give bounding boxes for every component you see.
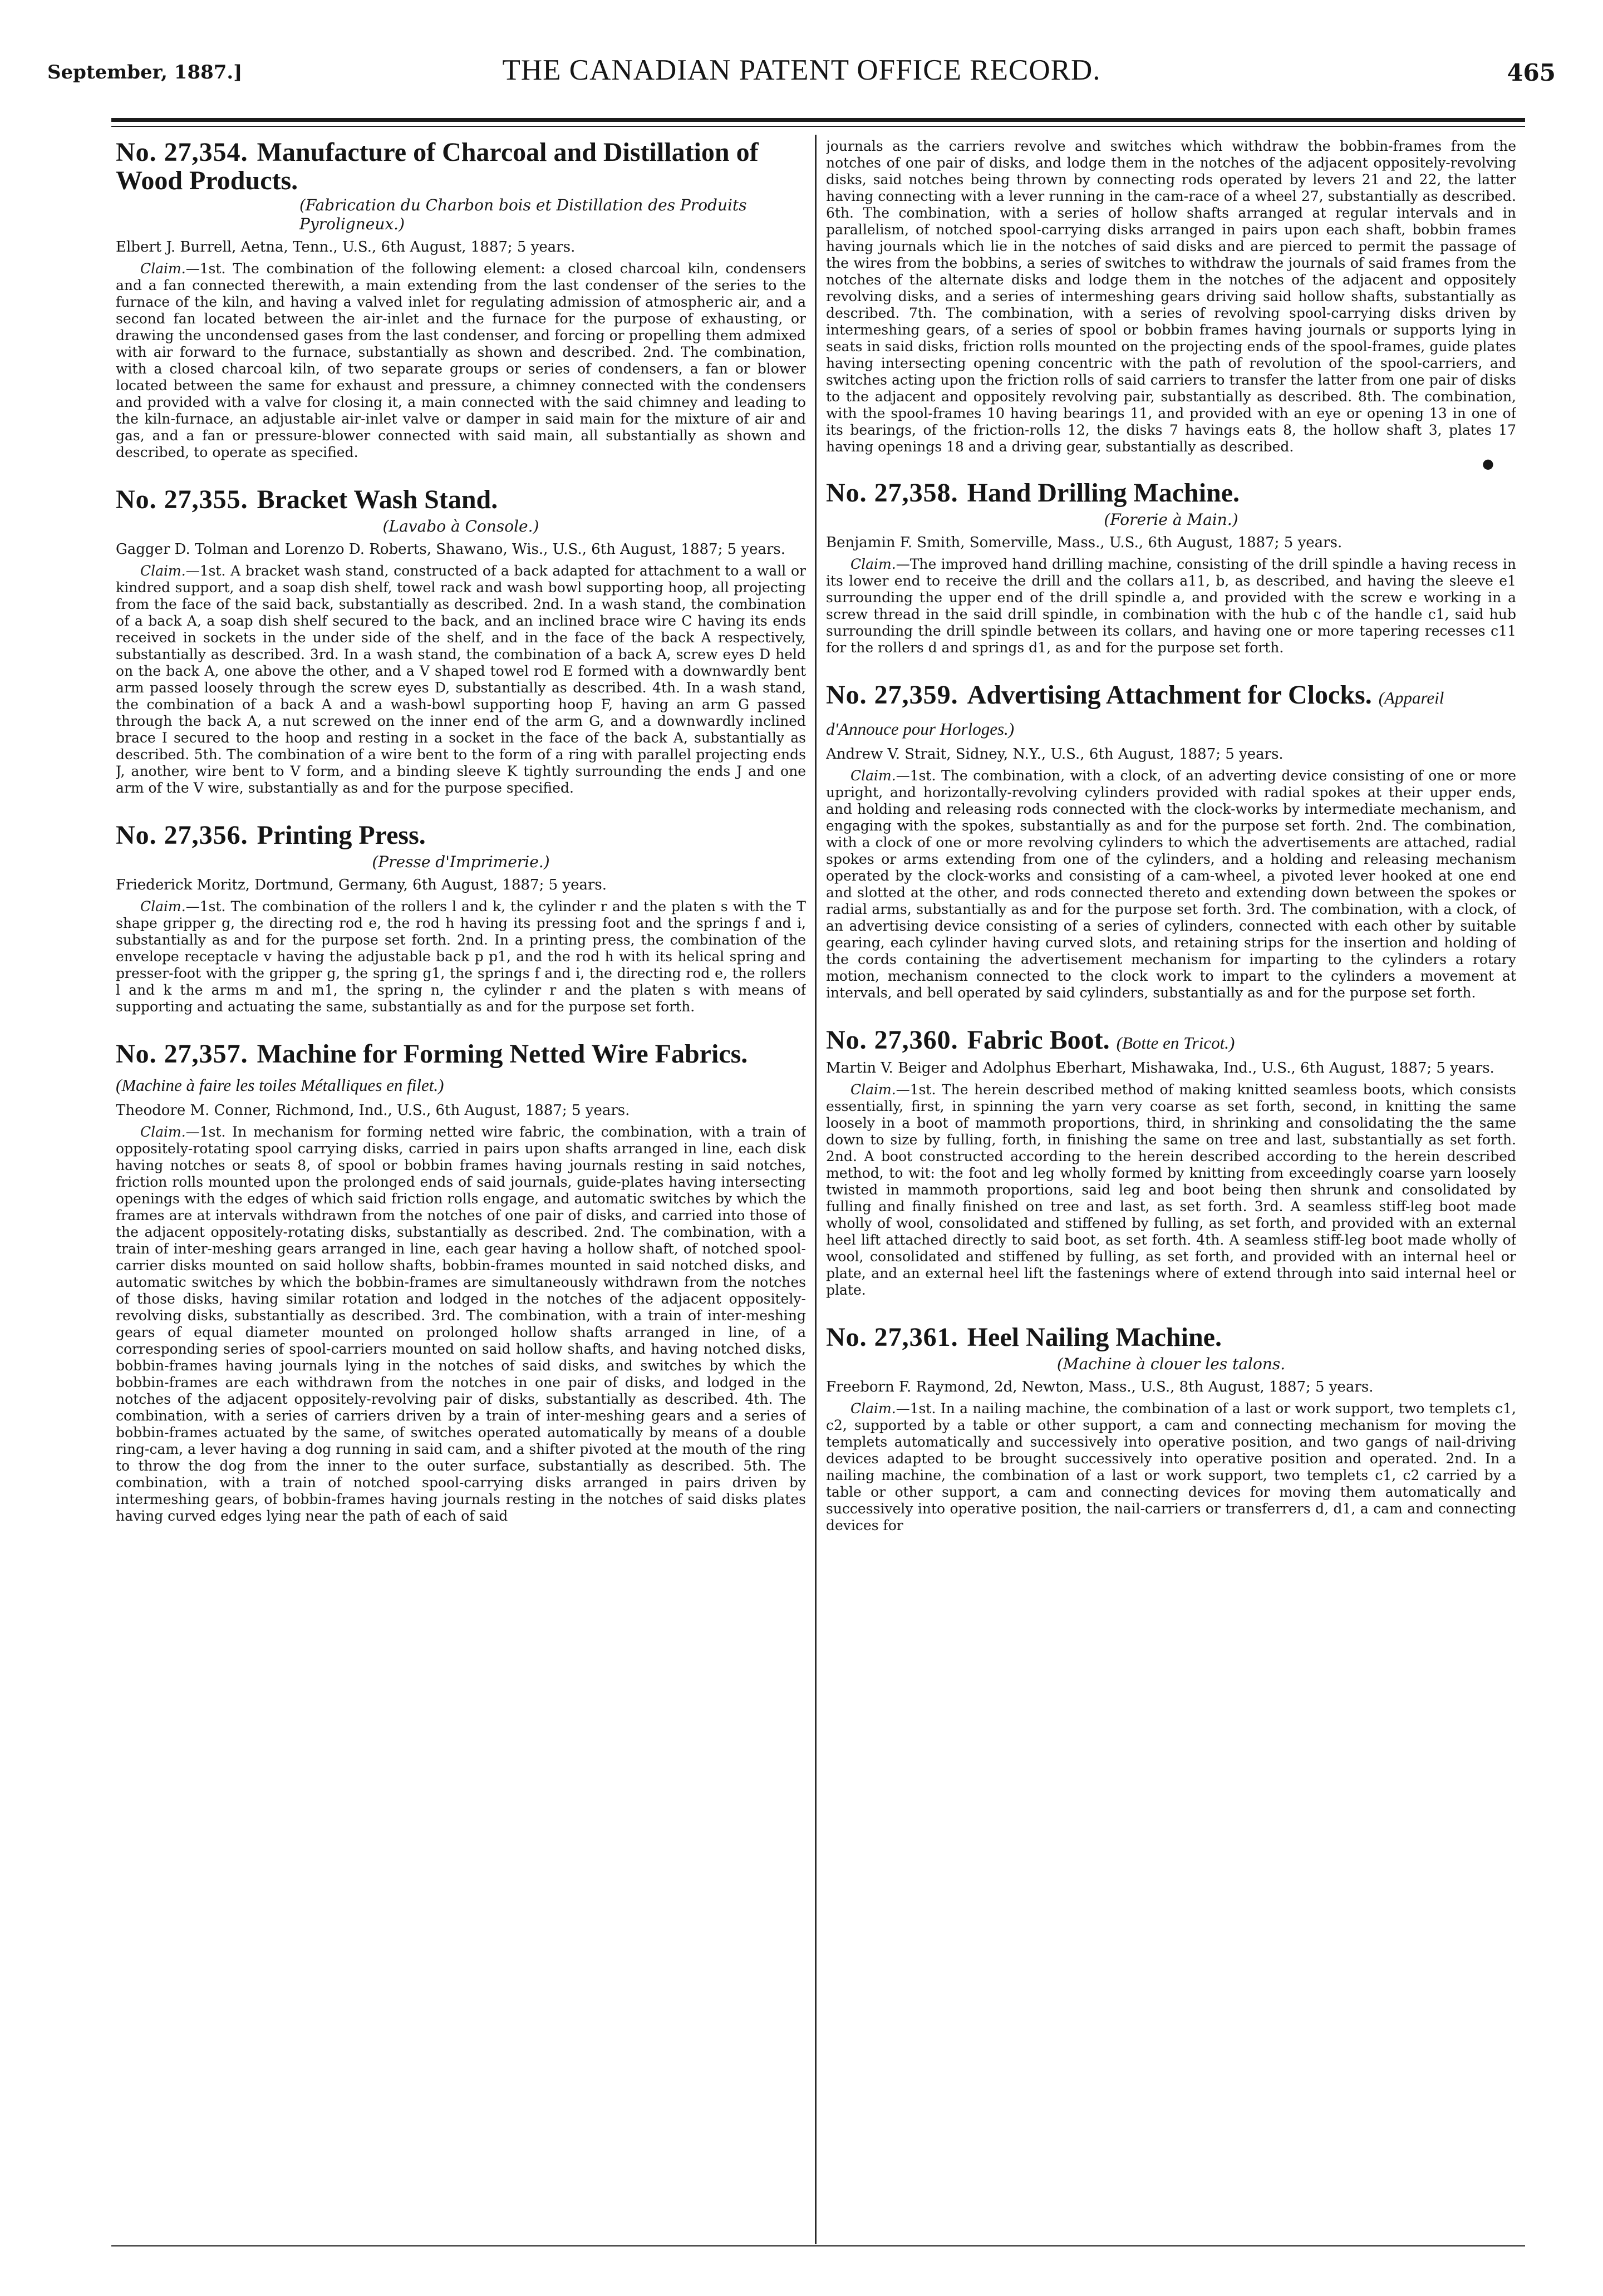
claim-body: —1st. The combination of the following element: a closed charcoal kiln, condensers and a fan connected therewith, a main extending from the last condenser of the series to the furnace of the kiln, and having a valved inlet for regulating admission of atmospheric air, and a second fan located between the air-inlet and the furnace for the purpose of exhausting, or drawing the uncondensed gases from the last condenser, and forcing or propelling them admixed with air forward to the furnace, substantially as shown and described. 2nd. The combination, with a closed charcoal kiln, of two separate groups or series of condensers, a fan or blower located between the same for exhaust and pressure, a chimney connected with the condensers and provided with a valve for closing it, a main connected with the said chimney and leading to the kiln-furnace, an adjustable air-inlet valve or damper in said main for the mixture of air and gas, and a fan or pressure-blower connected with said main, all substantially as shown and described, to operate as specified. — [116, 260, 806, 460]
claim-body: —1st. A bracket wash stand, constructed of a back adapted for attachment to a wall or kindred support, and a soap dish shelf, towel rack and wash bowl supporting hoop, all projecting from the face of the said back, substantially as described. 2nd. In a wash stand, the combination of a back A, a soap dish shelf secured to the back, and an inclined brace wire C having its ends received in sockets in the under side of the shelf, and in the face of the back A respectively, substantially as described. 3rd. In a wash stand, the combination of a back A, screw eyes D held on the back A, one above the other, and a V shaped towel rod E formed with a downwardly bent arm passed loosely through the screw eyes D, substantially as described. 4th. In a wash stand, the combination of a back A and a wash-bowl supporting hoop F, having an arm G passed through the back A, a nut screwed on the inner end of the arm G, and a downwardly inclined brace I secured to the hoop and resting in a socket in the face of the back A, substantially as described. 5th. The combination of a wire bent to the form of a ring with parallel projecting ends J, another, wire bent to V form, and a binding sleeve K tightly surrounding the ends J and one arm of the V wire, substantially as and for the purpose specified. — [116, 563, 806, 796]
french-title: (Botte en Tricot.) — [1116, 1033, 1235, 1053]
patent-number: No. 27,354. — [116, 138, 248, 167]
left-column — [116, 138, 806, 2242]
patent-title: Fabric Boot. — [967, 1025, 1110, 1055]
inventor-line: Gagger D. Tolman and Lorenzo D. Roberts, Shawano, Wis., U.S., 6th August, 1887; 5 years. — [116, 541, 786, 558]
inventor-line: Elbert J. Burrell, Aetna, Tenn., U.S., 6th August, 1887; 5 years. — [116, 239, 576, 255]
claim-text — [826, 768, 1516, 1001]
patent-heading — [826, 681, 1516, 743]
french-title: (Fabrication du Charbon bois et Distillation des Produits Pyroligneux.) — [299, 196, 747, 233]
patent-heading — [826, 1026, 1516, 1057]
header-rule — [111, 118, 1525, 122]
claim-body: —1st. In a nailing machine, the combination of a last or work support, two templets c1, c2, supported by a table or other support, a cam and connecting mechanism for moving the templets automatically and successively into operative position, and two gangs of nail-driving devices adapted to be brought successively into operative position and operated. 2nd. In a nailing machine, the combination of a last or work support, two templets c1, c2 carried by a table or other support, a cam and connecting devices for moving them automatically and successively into operative position, the nail-carriers or transferrers d, d1, a cam and connecting devices for — [826, 1400, 1516, 1533]
patent-entry-27356 — [116, 821, 806, 1015]
claim-text — [116, 898, 806, 1015]
claim-body: —1st. The combination, with a clock, of an adverting device consisting of one or more upright, and horizontally-revolving cylinders provided with radial spokes at their upper ends, and holding and releasing rods connected with the clock-works by intermediate mechanism, and engaging with the spokes, substantially as and for the purpose set forth. 2nd. The combination, with a clock of one or more revolving cylinders to which the advertisements are attached, radial spokes or arms extending from one of the cylinders, and a holding and releasing mechanism operated by the clock-works and consisting of a cam-wheel, a pivoted lever hooked at one end and slotted at the other, and rods connected thereto and extending down between the spokes or radial arms, substantially as and for the purpose set forth. 3rd. The combination, with a clock, of an advertising device consisting of a series of cylinders, connected with each other by suitable gearing, each cylinder having curved slots, and retaining strips for the insertion and holding of the cords containing the advertisement mechanism for imparting to the cylinders a rotary motion, mechanism connected to the clock work to impart to the cylinders a movement at intervals, and bell operated by said cylinders, substantially as and for the purpose set forth. — [826, 768, 1516, 1001]
claim-body: —The improved hand drilling machine, consisting of the drill spindle a having recess in its lower end to receive the drill and the collars a11, b, as described, and having the sleeve e1 surrounding the upper end of the drill spindle a, and provided with the screw e working in a screw thread in the said drill spindle, in combination with the hub c of the handle c1, said hub surrounding the drill spindle between its collars, and having one or more tapering recesses c11 for the rollers d and springs d1, as and for the purpose set forth. — [826, 556, 1516, 656]
patent-heading — [116, 485, 806, 514]
french-title: (Forerie à Main.) — [1104, 510, 1238, 529]
patent-heading — [826, 1323, 1516, 1351]
inventor-line: Martin V. Beiger and Adolphus Eberhart, Mishawaka, Ind., U.S., 6th August, 1887; 5 years. — [826, 1060, 1494, 1076]
header-rule-thin — [111, 126, 1525, 127]
page-number: 465 — [1507, 59, 1556, 86]
inventor-line: Theodore M. Conner, Richmond, Ind., U.S., 6th August, 1887; 5 years. — [116, 1102, 630, 1119]
patent-title: Machine for Forming Netted Wire Fabrics. — [257, 1039, 748, 1069]
french-title: (Lavabo à Console.) — [382, 517, 539, 535]
patent-title: Manufacture of Charcoal and Distillation of Wood Products. — [116, 138, 759, 195]
claim-label: Claim. — [850, 1400, 896, 1417]
patent-number: No. 27,361. — [826, 1322, 958, 1352]
inventor-line: Friederick Moritz, Dortmund, Germany, 6th August, 1887; 5 years. — [116, 877, 607, 893]
inventor-line: Andrew V. Strait, Sidney, N.Y., U.S., 6th August, 1887; 5 years. — [826, 746, 1284, 763]
patent-number: No. 27,360. — [826, 1025, 958, 1055]
patent-heading — [116, 1040, 806, 1099]
claim-label: Claim. — [850, 556, 896, 572]
claim-label: Claim. — [850, 1081, 896, 1098]
footer-rule — [111, 2245, 1525, 2246]
claim-text — [116, 260, 806, 461]
patent-title: Heel Nailing Machine. — [967, 1322, 1222, 1352]
right-column — [826, 138, 1516, 2242]
patent-entry-27361 — [826, 1323, 1516, 1534]
claim-label: Claim. — [140, 260, 186, 277]
claim-text — [116, 563, 806, 797]
claim-text — [826, 1081, 1516, 1299]
claim-text — [826, 556, 1516, 656]
french-title: (Presse d'Imprimerie.) — [372, 853, 550, 871]
inventor-line: Freeborn F. Raymond, 2d, Newton, Mass., U.S., 8th August, 1887; 5 years. — [826, 1379, 1374, 1395]
patent-heading — [826, 479, 1516, 507]
patent-number: No. 27,356. — [116, 820, 248, 850]
french-title: (Appareil d'Annouce pour Horloges.) — [826, 688, 1444, 739]
patent-number: No. 27,358. — [826, 478, 958, 508]
claim-label: Claim. — [850, 768, 896, 784]
patent-number: No. 27,359. — [826, 680, 958, 710]
journal-title: THE CANADIAN PATENT OFFICE RECORD. — [502, 54, 1101, 86]
claim-label: Claim. — [140, 1124, 186, 1140]
claim-text — [116, 1124, 806, 1525]
patent-title: Hand Drilling Machine. — [967, 478, 1240, 508]
french-title: (Machine à faire les toiles Métalliques en filet.) — [116, 1075, 444, 1095]
patent-number: No. 27,355. — [116, 485, 248, 514]
patent-entry-27359 — [826, 681, 1516, 1001]
patent-entry-27355 — [116, 485, 806, 797]
patent-heading — [116, 821, 806, 849]
patent-title: Printing Press. — [257, 820, 426, 850]
french-title: (Machine à clouer les talons. — [1056, 1355, 1286, 1373]
patent-heading — [116, 138, 806, 195]
claim-label: Claim. — [140, 563, 186, 579]
patent-title: Bracket Wash Stand. — [257, 485, 498, 514]
claim-body: —1st. In mechanism for forming netted wire fabric, the combination, with a train of oppositely-rotating spool carrying disks, carried in pairs upon shafts arranged in line, each disk having notches or seats 8, of spool or bobbin frames having journals resting in said notches, friction rolls mounted upon the prolonged ends of said journals, guide-plates having intersecting openings with the edges of which said friction rolls engage, and automatic switches by which the frames are at intervals withdrawn from the notches of one pair of disks, and carried into those of the adjacent oppositely-rotating disks, substantially as described. 2nd. The combination, with a train of inter-meshing gears arranged in line, each gear having a hollow shaft, of notched spool-carrier disks mounted on said hollow shafts, bobbin-frames mounted in said notched disks, and automatic switches by which the bobbin-frames are simultaneously withdrawn from the notches of those disks, having similar rotation and lodged in the notches of the adjacent oppositely-revolving disks, substantially as described. 3rd. The combination, with a train of inter-meshing gears of equal diameter mounted on prolonged hollow shafts arranged in line, of a corresponding series of spool-carriers mounted on said hollow shafts, and having notched disks, bobbin-frames having journals lying in the notches of said disks, and switches by which the bobbin-frames are each withdrawn from the notches in one pair of disks, and lodged in the notches of the adjacent oppositely-revolving pair of disks, substantially as described. 4th. The combination, with a series of carriers driven by a train of inter-meshing gears and a series of bobbin-frames actuated by the same, of switches operated automatically by means of a double ring-cam, a lever having a dog running in said cam, and a shifter pivoted at the mouth of the ring to throw the dog from the inner to the outer surface, substantially as described. 5th. The combination, with a train of notched spool-carrying disks arranged in pairs driven by intermeshing gears, of bobbin-frames having journals resting in the notches of said disks plates having curved edges lying near the path of each of said — [116, 1124, 806, 1524]
patent-entry-27360 — [826, 1026, 1516, 1299]
patent-title: Advertising Attachment for Clocks. — [967, 680, 1372, 710]
patent-entry-27354 — [116, 138, 806, 461]
inventor-line: Benjamin F. Smith, Somerville, Mass., U.S., 6th August, 1887; 5 years. — [826, 534, 1343, 551]
claim-body: —1st. The combination of the rollers l and k, the cylinder r and the platen s with the T shape gripper g, the directing rod e, the rod h having its pressing foot and the springs f and i, substantially as and for the purpose set forth. 2nd. In a printing press, the combination of the envelope receptacle v having the adjustable back p p1, and the rod h with its helical spring and presser-foot with the gripper g, the spring g1, the springs f and i, the directing rod e, the rollers l and k the arms m and m1, the spring n, the cylinder r and the platen s with means of supporting and actuating the same, substantially as and for the purpose set forth. — [116, 898, 806, 1015]
claim-body: —1st. The herein described method of making knitted seamless boots, which consists essentially, first, in spinning the yarn very coarse as set forth, second, in knitting the same loosely in a boot of mammoth proportions, third, in shrinking and consolidating the the same down to size by fulling, forth, in finishing the same on tree and last, substantially as set forth. 2nd. A boot constructed according to the herein described according to the herein described method, to wit: the foot and leg wholly formed by knitting from exceedingly coarse yarn loosely twisted in mammoth proportions, said leg and boot being then shrunk and consolidated by fulling and finally finished on tree and last, as set forth. 3rd. A seamless stiff-leg boot made wholly of wool, consolidated and stiffened by fulling, as set forth, and provided with an external heel lift attached directly to said boot, as set forth. 4th. A seamless stiff-leg boot made wholly of wool, consolidated and stiffened by fulling, as set forth, and provided with an internal heel or plate, and an external heel lift the fastenings where of extend through into said internal heel or plate. — [826, 1081, 1516, 1298]
claim-label: Claim. — [140, 898, 186, 915]
patent-number: No. 27,357. — [116, 1039, 248, 1069]
patent-entry-27358 — [826, 479, 1516, 656]
ornament-dot: ● — [1482, 456, 1494, 471]
column-divider — [815, 135, 817, 2244]
running-head — [47, 53, 1556, 101]
patent-entry-27357 — [116, 1040, 806, 1525]
claim-text — [826, 1400, 1516, 1534]
issue-date: September, 1887.] — [47, 61, 243, 83]
continued-claim-text: journals as the carriers revolve and switches which withdraw the bobbin-frames from the notches of one pair of disks, and lodge them in the notches of the adjacent oppositely-revolving disks, said notches being thrown by connecting rods operated by levers 21 and 22, the latter having connecting with a lever running in the cam-race of a wheel 27, substantially as described. 6th. The combination, with a series of hollow shafts arranged at regular intervals and in parallelism, of notched spool-carrying disks arranged in pairs upon each shaft, bobbin frames having journals which lie in the notches of said disks and are pierced to permit the passage of the wires from the bobbins, a series of switches to withdraw the journals of said frames from the notches of the alternate disks and lodge them in the notches of the adjacent and oppositely revolving disks, and a series of intermeshing gears driving said hollow shafts, substantially as described. 7th. The combination, with a series of revolving spool-carrying disks driven by intermeshing gears, of a series of spool or bobbin frames having journals or supports lying in seats in said disks, friction rolls mounted on the projecting ends of the spool-frames, guide plates having intersecting opening concentric with the path of revolution of the spool-carriers, and switches acting upon the friction rolls of said carriers to transfer the latter from one pair of disks to the adjacent and oppositely revolving pair, substantially as described. 8th. The combination, with the spool-frames 10 having bearings 11, and provided with an eye or opening 13 in one of its bearings, of the friction-rolls 12, the disks 7 havings eats 8, the hollow shaft 3, plates 17 having openings 18 and a driving gear, substantially as described. — [826, 138, 1516, 455]
